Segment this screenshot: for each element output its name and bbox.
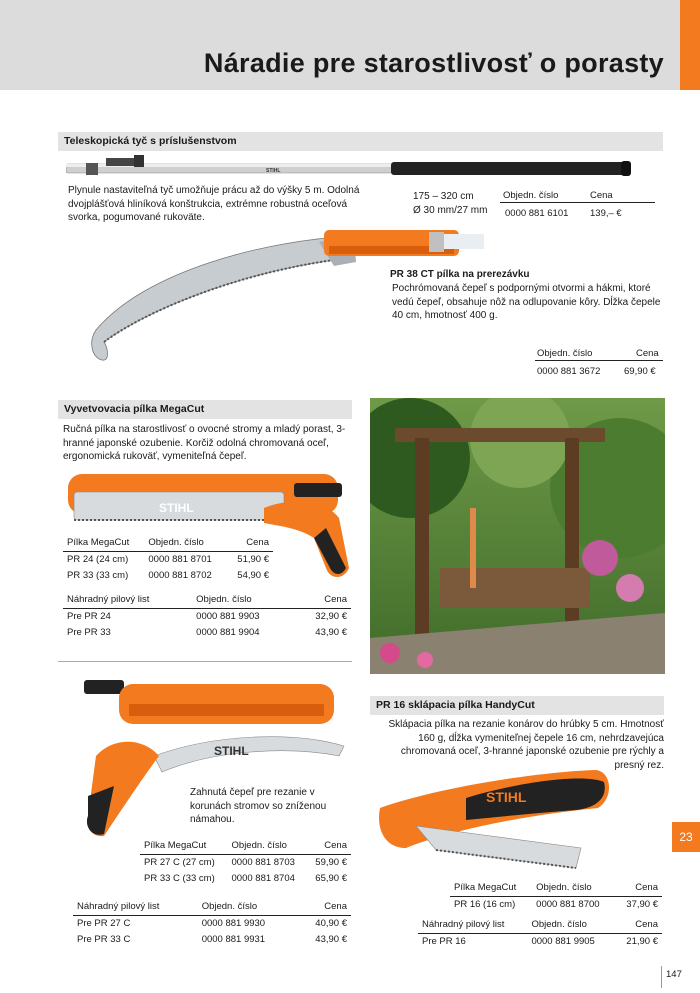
cell-order: 0000 881 9905 <box>531 935 595 947</box>
section-title-megacut: Vyvetvovacia pílka MegaCut <box>58 400 352 419</box>
pr38-order-number: 0000 881 3672 <box>537 366 601 377</box>
stihl-logo: STIHL <box>486 789 527 805</box>
cell-price: 51,90 € <box>237 553 269 565</box>
table-header: Náhradný pilový list <box>73 899 198 915</box>
page-number: 147 <box>666 969 682 980</box>
telescopic-description: Plynule nastaviteľná tyč umožňuje prácu až do výšky 5 m. Odolná dvojplášťová hliníková konštrukcia, extrémne robustná oceľová svorka, pogumované rukoväte. <box>68 185 360 223</box>
cell-order: 0000 881 8701 <box>148 553 212 565</box>
cell-order: 0000 881 9903 <box>196 610 260 622</box>
table-header: Pílka MegaCut <box>450 880 532 896</box>
table-header: Cena <box>614 917 662 933</box>
table-row <box>418 933 662 949</box>
pr38-description: Pochrómovaná čepeľ s podpornými otvormi a hákmi, ktoré vedú čepeľ, obsahuje nôž na odlupovanie kôry. Dĺžka čepele 40 cm, hmotnosť 400 g. <box>392 283 661 321</box>
header-accent <box>680 0 700 90</box>
cell-order: 0000 881 9931 <box>201 933 266 945</box>
cell-price: 43,90 € <box>315 626 347 638</box>
table-row <box>63 567 273 583</box>
table-row <box>73 931 351 947</box>
pr38-title: PR 38 CT pílka na prerezávku <box>390 269 530 280</box>
table-header: Náhradný pilový list <box>418 917 527 933</box>
cell-order: 0000 881 9904 <box>196 626 260 638</box>
megacut-curved-blade-table <box>73 899 351 947</box>
table-header: Náhradný pilový list <box>63 592 192 608</box>
cell-model: Pre PR 33 C <box>77 933 131 945</box>
table-header: Cena <box>616 880 662 896</box>
pr16-blade-table <box>418 917 662 949</box>
table-header: Pílka MegaCut <box>140 838 228 854</box>
telescopic-spec-length: 175 – 320 cm <box>413 191 474 202</box>
pr38-price: 69,90 € <box>624 366 656 377</box>
svg-text:STIHL: STIHL <box>266 168 281 174</box>
cell-model: PR 24 (24 cm) <box>67 553 129 565</box>
telescopic-col-price: Cena <box>590 190 613 201</box>
telescopic-spec-diameter: Ø 30 mm/27 mm <box>413 205 488 216</box>
cell-price: 21,90 € <box>626 935 658 947</box>
section-title-pr16: PR 16 sklápacia pílka HandyCut <box>370 696 664 715</box>
table-row <box>63 608 351 624</box>
telescopic-pole-image <box>66 155 636 183</box>
pr16-description: Sklápacia pílka na rezanie konárov do hrúbky 5 cm. Hmotnosť 160 g, dĺžka vymeniteľnej čepele 16 cm, nehrdzavejúca chromovaná oceľ, 3-hranné japonské ozubenie pre rýchly a presný rez. <box>388 719 664 771</box>
garden-photo <box>370 398 665 674</box>
cell-price: 37,90 € <box>626 898 658 910</box>
cell-price: 43,90 € <box>315 933 347 945</box>
table-header: Objedn. číslo <box>228 838 307 854</box>
megacut-price-table <box>63 535 273 583</box>
divider <box>535 360 663 361</box>
table-header: Cena <box>227 535 273 551</box>
divider <box>58 661 352 662</box>
cell-model: Pre PR 27 C <box>77 917 131 929</box>
pr16-saw-image <box>376 768 616 878</box>
table-header: Cena <box>307 838 351 854</box>
cell-order: 0000 881 8704 <box>231 872 295 884</box>
page-title: Náradie pre starostlivosť o porasty <box>203 48 664 78</box>
divider <box>500 202 655 203</box>
pr38-col-order: Objedn. číslo <box>537 348 593 359</box>
table-header: Objedn. číslo <box>144 535 227 551</box>
table-header: Objedn. číslo <box>527 917 613 933</box>
table-row <box>63 551 273 567</box>
cell-price: 40,90 € <box>315 917 347 929</box>
cell-model: PR 33 (33 cm) <box>67 569 129 581</box>
cell-price: 65,90 € <box>315 872 347 884</box>
cell-model: PR 33 C (33 cm) <box>144 872 215 884</box>
pr38-col-price: Cena <box>636 348 659 359</box>
telescopic-col-order: Objedn. číslo <box>503 190 559 201</box>
table-header: Objedn. číslo <box>198 899 297 915</box>
cell-price: 32,90 € <box>315 610 347 622</box>
cell-model: PR 16 (16 cm) <box>454 898 516 910</box>
cell-model: PR 27 C (27 cm) <box>144 856 215 868</box>
table-row <box>450 896 662 912</box>
stihl-logo: STIHL <box>214 744 249 758</box>
megacut-description: Ručná pílka na starostlivosť o ovocné stromy a mladý porast, 3-hranné japonské ozubenie. Korčiž odolná chromovaná oceľ, ergonomická rukoväť, vymeniteľná čepeľ. <box>63 424 346 462</box>
table-header: Cena <box>294 592 351 608</box>
table-header: Cena <box>296 899 351 915</box>
cell-price: 54,90 € <box>237 569 269 581</box>
cell-price: 59,90 € <box>315 856 347 868</box>
table-row <box>63 624 351 640</box>
table-row <box>73 915 351 931</box>
cell-model: Pre PR 33 <box>67 626 111 638</box>
megacut-curved-description: Zahnutá čepeľ pre rezanie v korunách stromov so zníženou námahou. <box>190 787 327 825</box>
section-tab: 23 <box>672 822 700 852</box>
cell-order: 0000 881 8700 <box>536 898 600 910</box>
stihl-logo: STIHL <box>159 501 194 515</box>
table-row <box>140 870 351 886</box>
megacut-curved-price-table <box>140 838 351 886</box>
divider <box>661 966 662 988</box>
cell-order: 0000 881 8702 <box>148 569 212 581</box>
table-header: Objedn. číslo <box>192 592 294 608</box>
table-row <box>140 854 351 870</box>
cell-order: 0000 881 9930 <box>201 917 266 929</box>
telescopic-price: 139,– € <box>590 208 622 219</box>
table-header: Objedn. číslo <box>532 880 615 896</box>
cell-order: 0000 881 8703 <box>231 856 295 868</box>
table-header: Pílka MegaCut <box>63 535 144 551</box>
pr16-price-table <box>450 880 662 912</box>
section-title-telescopic: Teleskopická tyč s príslušenstvom <box>58 132 663 151</box>
cell-model: Pre PR 24 <box>67 610 111 622</box>
megacut-blade-table <box>63 592 351 640</box>
cell-model: Pre PR 16 <box>422 935 466 947</box>
telescopic-order-number: 0000 881 6101 <box>505 208 569 219</box>
